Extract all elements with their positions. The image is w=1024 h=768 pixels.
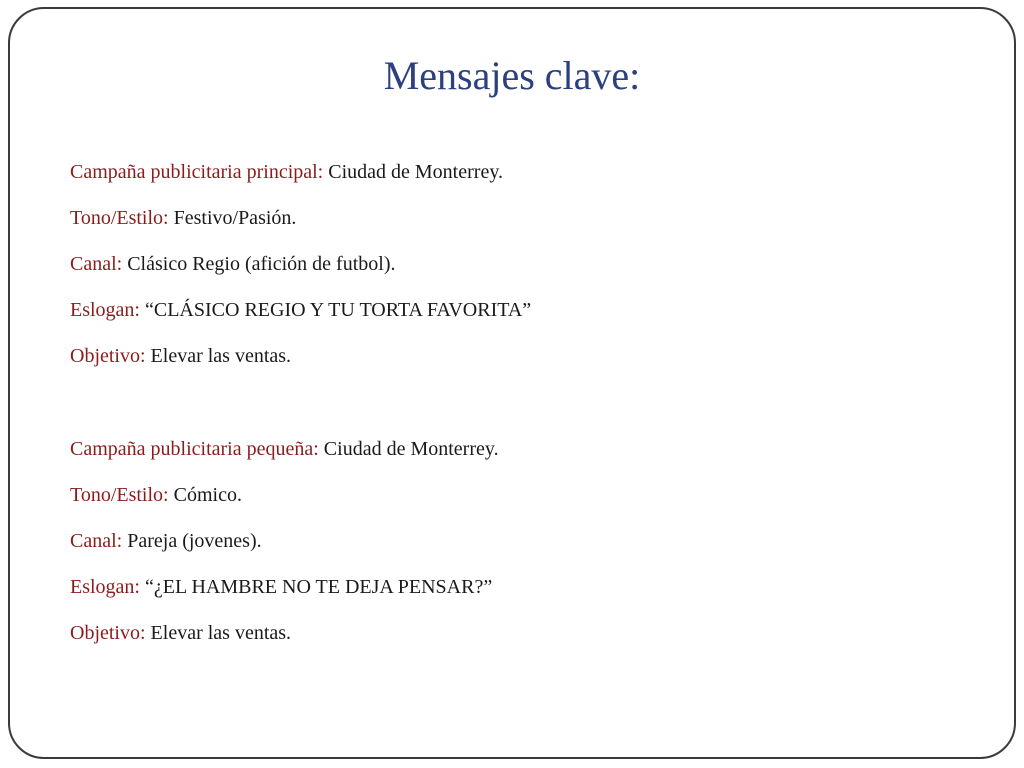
item-label: Tono/Estilo: [70, 207, 169, 229]
campaign-main-item [70, 250, 950, 278]
item-value: Festivo/Pasión. [173, 207, 297, 229]
campaign-main-item [70, 204, 950, 232]
campaign-main-item [70, 296, 950, 324]
item-value: Elevar las ventas. [150, 345, 292, 367]
item-label: Campaña publicitaria principal: [70, 161, 324, 183]
item-label: Objetivo: [70, 345, 146, 367]
item-value: “¿EL HAMBRE NO TE DEJA PENSAR?” [145, 576, 493, 598]
campaign-small-item [70, 619, 950, 647]
slide-title: Mensajes clave: [383, 53, 641, 98]
item-label: Campaña publicitaria pequeña: [70, 438, 319, 460]
item-label: Canal: [70, 253, 123, 275]
item-label: Objetivo: [70, 622, 146, 644]
item-label: Eslogan: [70, 299, 140, 321]
campaign-small-item [70, 527, 950, 555]
campaign-small-item [70, 481, 950, 509]
campaign-main-list [70, 158, 950, 388]
item-value: Cómico. [173, 484, 242, 506]
campaign-main-item [70, 158, 950, 186]
item-label: Tono/Estilo: [70, 484, 169, 506]
campaign-main-item [70, 342, 950, 370]
item-value: Ciudad de Monterrey. [323, 438, 499, 460]
campaign-small-list [70, 435, 950, 665]
item-label: Canal: [70, 530, 123, 552]
item-value: Pareja (jovenes). [127, 530, 262, 552]
item-value: Clásico Regio (afición de futbol). [127, 253, 396, 275]
campaign-small-item [70, 573, 950, 601]
campaign-small-item [70, 435, 950, 463]
item-label: Eslogan: [70, 576, 140, 598]
item-value: “CLÁSICO REGIO Y TU TORTA FAVORITA” [145, 299, 532, 321]
item-value: Ciudad de Monterrey. [328, 161, 504, 183]
item-value: Elevar las ventas. [150, 622, 292, 644]
